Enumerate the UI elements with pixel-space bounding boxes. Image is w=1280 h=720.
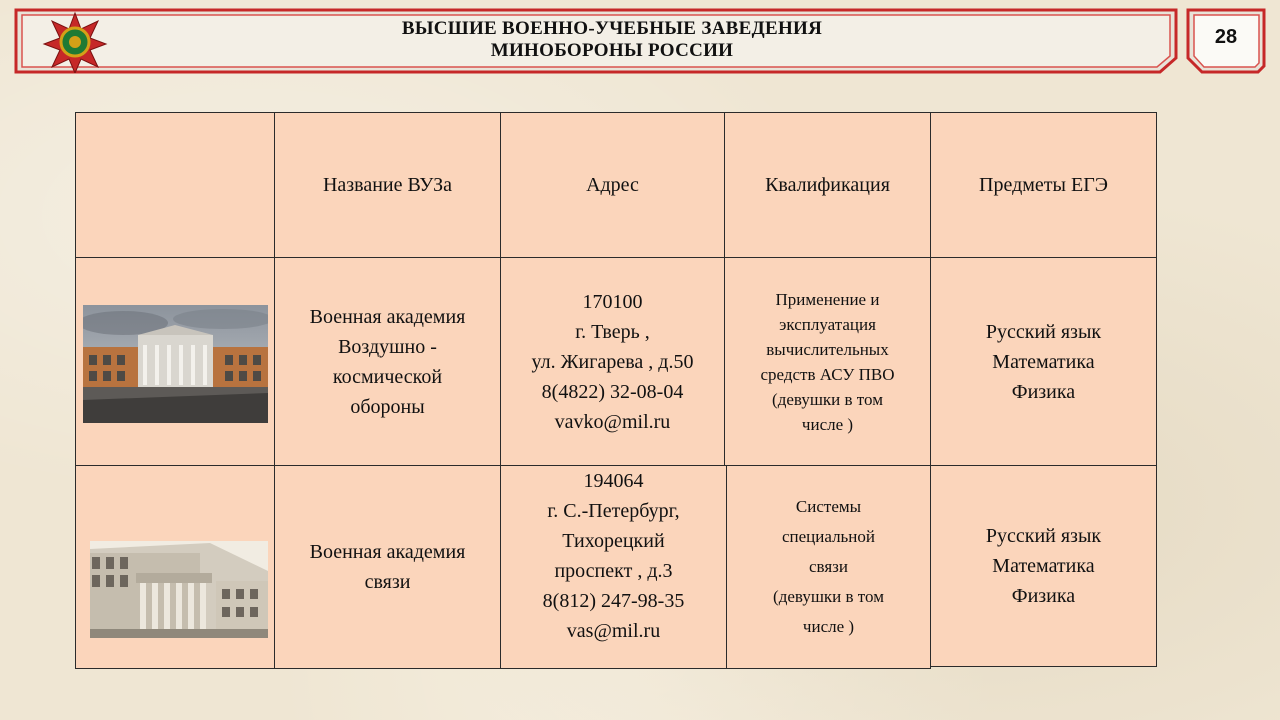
page-title xyxy=(302,18,922,62)
header-cell-image xyxy=(75,112,275,258)
email-link[interactable]: vas@mil.ru xyxy=(566,620,661,642)
academy-building-photo xyxy=(83,305,268,423)
page-number: 28 xyxy=(1214,26,1238,48)
military-emblem-icon xyxy=(42,11,108,73)
header-cell-name: Название ВУЗа xyxy=(274,112,501,258)
title-line-1: ВЫСШИЕ ВОЕННО-УЧЕБНЫЕ ЗАВЕДЕНИЯ xyxy=(401,18,823,39)
email-link[interactable]: vavko@mil.ru xyxy=(554,410,671,433)
table-row-2-name: Военная академия связи xyxy=(274,465,501,669)
table-row-1-subjects: Русский язык Математика Физика xyxy=(930,257,1157,466)
header-cell-subjects: Предметы ЕГЭ xyxy=(930,112,1157,258)
header-cell-address: Адрес xyxy=(500,112,725,258)
table-row-2-address: 194064 г. С.-Петербург, Тихорецкий проспект , д.3 8(812) 247-98-35 vas@mil.ru xyxy=(500,465,727,669)
page-number-box xyxy=(1184,6,1268,74)
table-row-1-name: Военная академия Воздушно - космической обороны xyxy=(274,257,501,466)
title-line-2: МИНОБОРОНЫ РОССИИ xyxy=(490,40,734,61)
table-row-2-qualification: Системы специальной связи (девушки в том числе ) xyxy=(726,465,931,669)
table-row-1-image-cell xyxy=(75,257,275,466)
header-cell-qualification: Квалификация xyxy=(724,112,931,258)
universities-table xyxy=(75,112,1157,669)
academy-building-photo xyxy=(90,541,268,638)
table-row-1-address: 170100 г. Тверь , ул. Жигарева , д.50 8(4822) 32-08-04 vavko@mil.ru xyxy=(500,257,725,466)
table-row-2-image-cell xyxy=(75,465,275,669)
table-row-2-subjects: Русский язык Математика Физика xyxy=(930,465,1157,667)
table-row-1-qualification: Применение и эксплуатация вычислительных средств АСУ ПВО (девушки в том числе ) xyxy=(724,257,931,466)
header-banner xyxy=(12,6,1180,74)
